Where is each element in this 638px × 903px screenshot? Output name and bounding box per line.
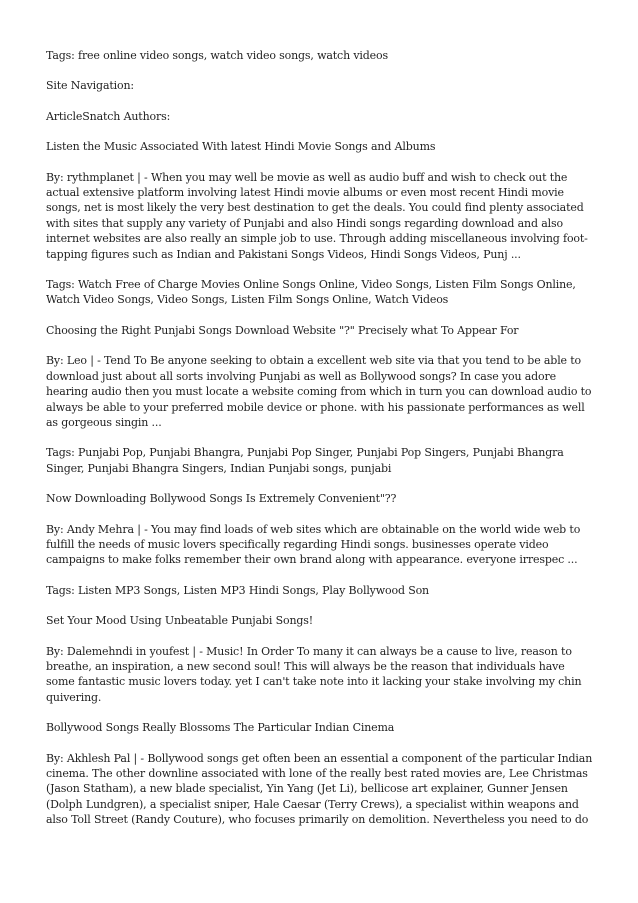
document-page xyxy=(46,48,596,843)
tags-line: Tags: Listen MP3 Songs, Listen MP3 Hindi Songs, Play Bollywood Son xyxy=(46,583,429,597)
article-title: Listen the Music Associated With latest Hindi Movie Songs and Albums xyxy=(46,140,436,154)
site-navigation-label: Site Navigation: xyxy=(46,79,134,93)
article-excerpt: By: Andy Mehra | - You may find loads of web sites which are obtainable on the world wide web to fulfill the needs of music lovers specifically regarding Hindi songs. businesses operate video campaigns to make folks remember their own brand along with appearance. everyone irrespec ... xyxy=(46,522,581,567)
tags-line: Tags: free online video songs, watch video songs, watch videos xyxy=(46,49,389,62)
article-title: Bollywood Songs Really Blossoms The Particular Indian Cinema xyxy=(46,721,395,735)
article-excerpt: By: Akhlesh Pal | - Bollywood songs get often been an essential a component of the particular Indian cinema. The other downline associated with lone of the really best rated movies are, Lee Christmas (Jason Statham), a new blade specialist, Yin Yang (Jet Li), bellicose art explainer, Gunner Jensen (Dolph Lundgren), a specialist sniper, Hale Caesar (Terry Crews), a specialist within weapons and also Toll Street (Randy Couture), who focuses primarily on demolition. Nevertheless you need to do xyxy=(46,751,593,827)
article-excerpt: By: Dalemehndi in youfest | - Music! In Order To many it can always be a cause to live, reason to breathe, an inspiration, a new second soul! This will always be the reason that individuals have some fantastic music lovers today. yet I can't take note into it lacking your stake involving my chin quivering. xyxy=(46,644,582,704)
tags-line: Tags: Watch Free of Charge Movies Online Songs Online, Video Songs, Listen Film Songs Online, Watch Video Songs, Video Songs, Listen Film Songs Online, Watch Videos xyxy=(46,278,576,307)
article-excerpt: By: rythmplanet | - When you may well be movie as well as audio buff and wish to check out the actual extensive platform involving latest Hindi movie albums or even most recent Hindi movie songs, net is most likely the very best destination to get the deals. You could find plenty associated with sites that supply any variety of Punjabi and also Hindi songs regarding download and also internet websites are also really an simple job to use. Through adding miscellaneous involving foot-tapping figures such as Indian and Pakistani Songs Videos, Hindi Songs Videos, Punj ... xyxy=(46,170,588,261)
article-title: Set Your Mood Using Unbeatable Punjabi Songs! xyxy=(46,614,314,628)
article-title: Choosing the Right Punjabi Songs Download Website "?" Precisely what To Appear For xyxy=(46,323,519,337)
article-title: Now Downloading Bollywood Songs Is Extremely Convenient"?? xyxy=(46,492,397,506)
article-excerpt: By: Leo | - Tend To Be anyone seeking to obtain a excellent web site via that you tend to be able to download just about all sorts involving Punjabi as well as Bollywood songs? In case you adore hearing audio then you must locate a website coming from which in turn you can download audio to always be able to your preferred mobile device or phone. with his passionate performances as well as gorgeous singin ... xyxy=(46,354,592,429)
authors-label: ArticleSnatch Authors: xyxy=(46,109,171,123)
tags-line: Tags: Punjabi Pop, Punjabi Bhangra, Punjabi Pop Singer, Punjabi Pop Singers, Punjabi Bhangra Singer, Punjabi Bhangra Singers, Indian Punjabi songs, punjabi xyxy=(46,446,564,475)
